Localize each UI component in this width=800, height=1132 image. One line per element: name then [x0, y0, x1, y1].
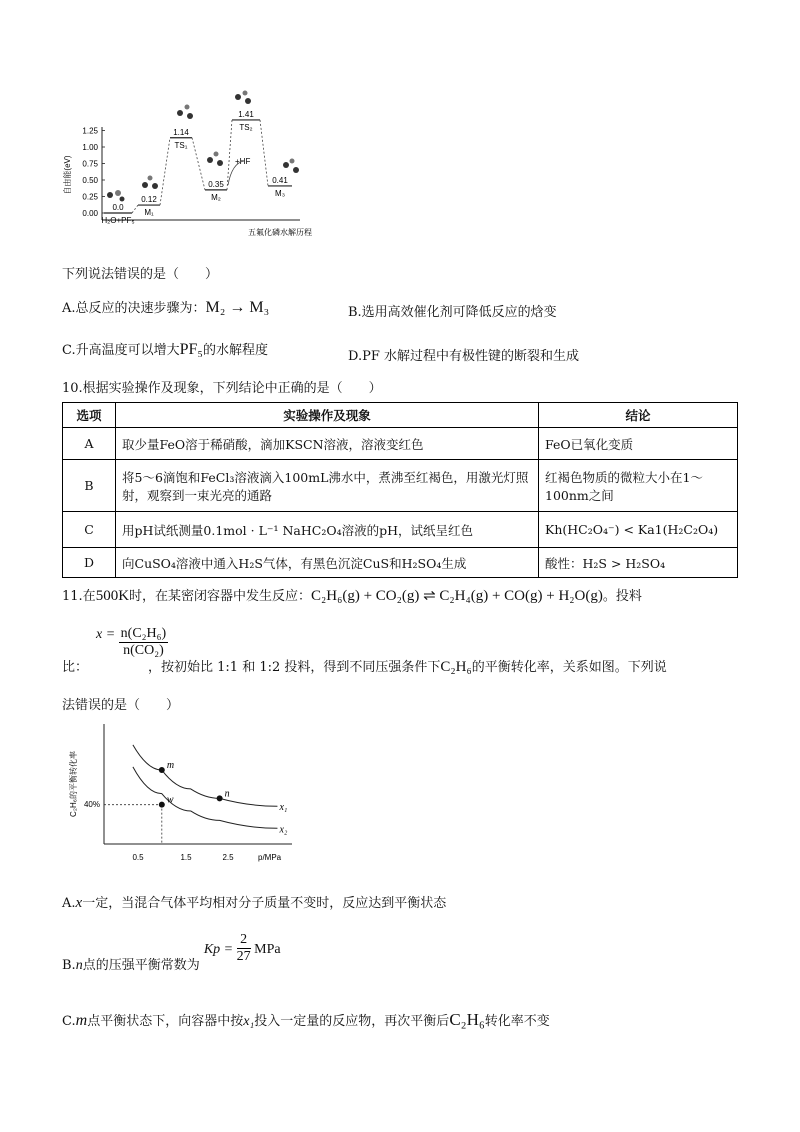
q11-line2-post: 的平衡转化率，关系如图。下列说 [471, 660, 667, 675]
table-row [63, 460, 738, 512]
kp-denominator: 27 [236, 949, 251, 964]
kp-unit: MPa [254, 942, 281, 957]
energy-label: H₂O+PF₅ [101, 216, 135, 225]
q11-equation: C₂H₆(g) + CO₂(g) ⇌ C₂H₄(g) + CO(g) + H₂O(g) [311, 588, 603, 604]
q11-option-c-post: 转化率不变 [484, 1014, 550, 1029]
q11-option-c-var2: x₁ [243, 1014, 255, 1029]
energy-ytick: 0.25 [82, 192, 98, 202]
chart-series-line [133, 745, 278, 806]
table-row [63, 548, 738, 578]
experiment-table [62, 402, 738, 578]
table-cell-conclusion: Kh(HC₂O₄⁻) < Ka1(H₂C₂O₄) [539, 512, 738, 548]
q11-option-c-formula: C₂H₆ [449, 1010, 485, 1029]
chart-ylabel: C₂H₆的平衡转化率 [69, 751, 78, 817]
energy-label: M₁ [144, 208, 154, 218]
chart-series-label: x₁ [279, 802, 288, 814]
energy-value: 1.41 [238, 109, 254, 119]
table-cell-option: D [63, 548, 116, 578]
energy-label: M₃ [275, 188, 285, 198]
energy-ytick: 1.25 [82, 126, 98, 136]
table-header: 实验操作及现象 [116, 403, 539, 428]
q9-option-c-formula: PF₅ [179, 341, 203, 358]
chart-ytick-40: 40% [83, 800, 100, 809]
chart-point-label: w [166, 794, 174, 806]
q9-option-c-post: 的水解程度 [203, 343, 269, 358]
q9-option-a-text: A.总反应的决速步骤为： [62, 301, 206, 316]
q11-line1 [62, 585, 642, 605]
q11-option-c-pre: C. [62, 1014, 76, 1029]
q11-line1-post: 。投料 [602, 589, 642, 604]
q9-option-c-pre: C.升高温度可以增大 [62, 343, 180, 358]
q11-option-b-var: n [75, 958, 83, 973]
q11-option-c-mid2: 投入一定量的反应物，再次平衡后 [254, 1014, 450, 1029]
table-cell-operation: 向CuSO₄溶液中通入H₂S气体，有黑色沉淀CuS和H₂SO₄生成 [116, 548, 539, 578]
table-cell-conclusion: 红褐色物质的微粒大小在1～100nm之间 [539, 460, 738, 512]
energy-value: 1.14 [173, 127, 189, 137]
q11-line2-mid: ，按初始比 1:1 和 1:2 投料，得到不同压强条件下 [148, 660, 441, 675]
chart-point-label: n [224, 788, 230, 800]
hf-label: +HF [235, 157, 251, 166]
q11-line2-formula: C₂H₆ [440, 659, 472, 675]
conversion-chart [62, 716, 322, 866]
q11-temp: 500K [95, 588, 130, 604]
q11-option-b-pre: B. [62, 958, 76, 973]
chart-xlabel: p/MPa [258, 853, 282, 862]
kp-numerator: 2 [237, 932, 251, 949]
q11-option-a-text: 一定，当混合气体平均相对分子质量不变时，反应达到平衡状态 [82, 896, 447, 911]
ratio-denominator: n(CO₂) [123, 643, 164, 658]
energy-xlabel: 五氟化磷水解历程 [248, 228, 312, 237]
energy-connector [132, 205, 138, 213]
energy-value: 0.35 [208, 179, 224, 189]
energy-diagram [60, 85, 350, 245]
energy-ytick: 0.50 [82, 176, 98, 185]
table-cell-option: A [63, 428, 116, 460]
q11-option-a[interactable] [62, 892, 446, 912]
q9-option-a[interactable] [62, 297, 269, 317]
energy-ylabel: 自由能(eV) [63, 155, 72, 195]
energy-ytick: 0.75 [82, 159, 98, 169]
table-header: 结论 [539, 403, 738, 428]
energy-ytick: 0.00 [82, 209, 98, 218]
q11-option-b-mid: 点的压强平衡常数为 [82, 958, 200, 973]
energy-label: TS₁ [174, 140, 188, 150]
q9-option-a-formula: M₂ → M₃ [205, 299, 270, 316]
table-cell-conclusion: 酸性：H₂S > H₂SO₄ [539, 548, 738, 578]
chart-series-line [133, 767, 278, 828]
q11-line1-pre: 11.在 [62, 589, 96, 604]
q9-option-b[interactable]: B.选用高效催化剂可降低反应的焓变 [348, 305, 557, 320]
table-row [63, 428, 738, 460]
chart-point-label: m [166, 760, 175, 772]
energy-connector [192, 138, 205, 190]
q9-stem: 下列说法错误的是（ ） [62, 267, 219, 282]
feed-ratio-formula [96, 626, 168, 659]
chart-xtick: 1.5 [180, 853, 192, 862]
table-cell-conclusion: FeO已氧化变质 [539, 428, 738, 460]
chart-point [159, 767, 165, 773]
kp-lhs: Kp = [203, 942, 234, 957]
q11-option-c-mid: 点平衡状态下，向容器中按 [87, 1014, 244, 1029]
energy-connector [260, 120, 268, 186]
energy-label: M₂ [211, 192, 221, 202]
chart-point [217, 795, 223, 801]
q11-line1-mid: 时，在某密闭容器中发生反应： [129, 589, 312, 604]
chart-point [159, 802, 165, 808]
energy-ytick: 1.00 [82, 143, 98, 152]
table-header: 选项 [63, 403, 116, 428]
q11-option-c-var: m [75, 1012, 88, 1029]
chart-series-label: x₂ [279, 824, 288, 836]
q11-option-c[interactable] [62, 1010, 550, 1030]
table-cell-operation: 取少量FeO溶于稀硝酸，滴加KSCN溶液，溶液变红色 [116, 428, 539, 460]
molecule-icons [107, 91, 299, 205]
chart-xtick: 2.5 [222, 853, 234, 862]
chart-xtick: 0.5 [132, 853, 144, 862]
q10-stem: 10.根据实验操作及现象，下列结论中正确的是（ ） [62, 381, 382, 396]
energy-label: TS₂ [239, 122, 253, 132]
energy-value: 0.0 [112, 203, 124, 212]
q11-option-a-var: x [75, 895, 83, 911]
table-row [63, 512, 738, 548]
table-cell-option: B [63, 460, 116, 512]
q11-option-a-pre: A. [62, 896, 76, 911]
q11-option-b[interactable] [62, 932, 281, 973]
table-cell-operation: 用pH试纸测量0.1mol · L⁻¹ NaHC₂O₄溶液的pH，试纸呈红色 [116, 512, 539, 548]
ratio-lhs: x = [96, 626, 116, 642]
table-cell-operation: 将5～6滴饱和FeCl₃溶液滴入100mL沸水中，煮沸至红褐色，用激光灯照射，观察到一束光亮的通路 [116, 460, 539, 512]
table-header-row [63, 403, 738, 428]
energy-value: 0.12 [141, 195, 157, 205]
table-cell-option: C [63, 512, 116, 548]
ratio-numerator: n(C₂H₆) [120, 626, 167, 641]
q9-option-c[interactable] [62, 339, 268, 359]
q11-line2-pre: 比： [62, 660, 89, 675]
q11-line2 [62, 656, 667, 676]
energy-connector [160, 138, 170, 205]
q11-line3: 法错误的是（ ） [62, 698, 180, 713]
energy-value: 0.41 [272, 175, 288, 185]
q9-option-d[interactable]: D.PF 水解过程中有极性键的断裂和生成 [348, 349, 579, 364]
